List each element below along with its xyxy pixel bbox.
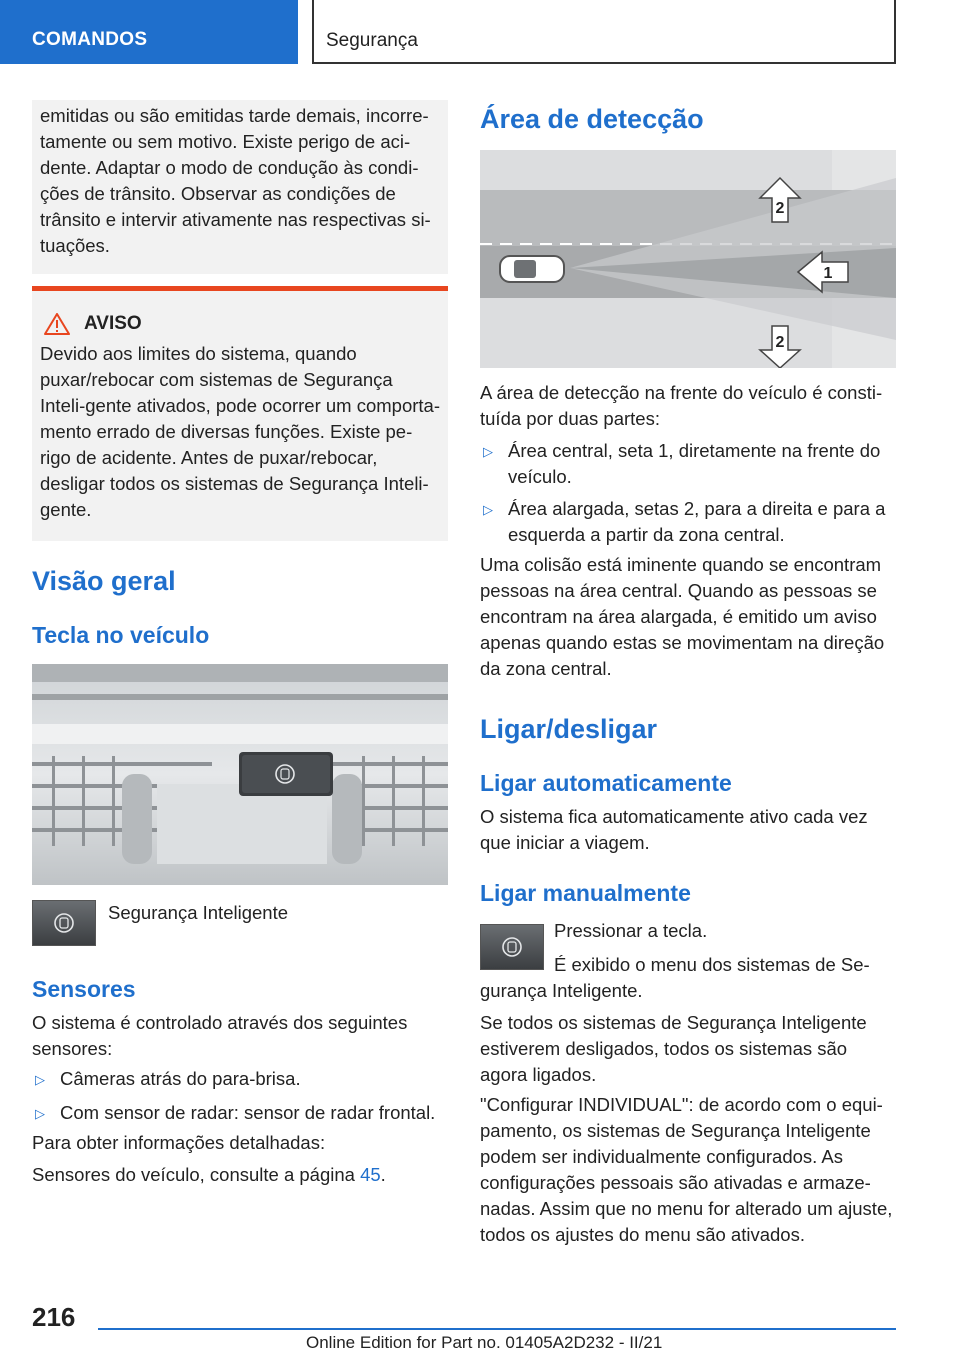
more-info-text: Para obter informações detalhadas: xyxy=(32,1132,326,1153)
arrow-2-label-top: 2 xyxy=(775,200,785,217)
bullet-triangle-icon: ▷ xyxy=(483,444,493,459)
list-item: ▷ Com sensor de radar: sensor de radar frontal. xyxy=(32,1100,448,1128)
bullet-triangle-icon: ▷ xyxy=(35,1106,45,1121)
detection-intro: A área de detecção na frente do veículo é consti-tuída por duas partes: xyxy=(480,382,883,429)
paragraph-all-off: Se todos os sistemas de Segurança Inteligente estiverem desligados, todos os sistemas são agora ligados. xyxy=(480,1012,867,1085)
sensors-list xyxy=(32,1066,448,1128)
warning-triangle-icon xyxy=(44,313,70,335)
sensors-heading: Sensores xyxy=(32,976,136,1002)
page-reference: Sensores do veículo, consulte a página 45. xyxy=(32,1164,386,1185)
overview-heading: Visão geral xyxy=(32,566,176,596)
list-item: ▷ Câmeras atrás do para-brisa. xyxy=(32,1066,448,1094)
manual-heading: Ligar manualmente xyxy=(480,880,691,906)
key-label: Segurança Inteligente xyxy=(108,902,288,923)
detection-area-heading: Área de detecção xyxy=(480,104,704,134)
dashboard-button-photo xyxy=(32,664,448,885)
collision-text: Uma colisão está iminente quando se encontram pessoas na área central. Quando as pessoas se encontram na área alargada, é emitido um aviso apenas quando estas se movimentam na direção da zona central. xyxy=(480,554,885,679)
bullet-triangle-icon: ▷ xyxy=(483,502,493,517)
manual-step-2: É exibido o menu dos sistemas de Se-gurança Inteligente. xyxy=(480,954,870,1001)
list-item: ▷ Área alargada, setas 2, para a direita e para a esquerda a partir da zona central. xyxy=(480,496,896,548)
page-link[interactable]: 45 xyxy=(360,1164,381,1185)
footer-rule xyxy=(98,1328,896,1330)
chapter-title: Segurança xyxy=(326,30,418,51)
key-heading: Tecla no veículo xyxy=(32,622,210,648)
manual-step-1: Pressionar a tecla. xyxy=(554,920,708,941)
onoff-heading: Ligar/desligar xyxy=(480,714,658,744)
detection-list xyxy=(480,438,896,548)
section-title: COMANDOS xyxy=(32,29,148,50)
section-tab xyxy=(0,0,298,64)
warning-text: Devido aos limites do sistema, quando puxar/rebocar com sistemas de Segurança Inteli-gente ativados, pode ocorrer um comporta-mento errado de diversas funções. Existe pe-rigo de acidente. Antes de puxar/rebocar, desligar todos os sistemas de Segurança Inteli-gente. xyxy=(40,343,441,520)
edition-text: Online Edition for Part no. 01405A2D232 - II/21 xyxy=(306,1333,663,1352)
continued-warning-box xyxy=(32,100,448,274)
page-number: 216 xyxy=(32,1302,76,1332)
bullet-triangle-icon: ▷ xyxy=(35,1072,45,1087)
auto-text: O sistema fica automaticamente ativo cada vez que iniciar a viagem. xyxy=(480,806,868,853)
arrow-1-label: 1 xyxy=(823,265,833,282)
detection-area-diagram xyxy=(480,150,896,368)
list-item: ▷ Área central, seta 1, diretamente na frente do veículo. xyxy=(480,438,896,490)
continued-text: emitidas ou são emitidas tarde demais, incorre-tamente ou sem motivo. Existe perigo de aci-dente. Adaptar o modo de condução às condi-ções de trânsito. Observar as condições de trânsito e intervir ativamente nas respectivas si-tuações. xyxy=(40,105,431,256)
sensors-intro: O sistema é controlado através dos seguintes sensores: xyxy=(32,1012,408,1059)
warning-title: AVISO xyxy=(84,313,142,334)
intelligent-safety-button-icon xyxy=(32,900,96,946)
warning-box xyxy=(32,286,448,541)
paragraph-individual: "Configurar INDIVIDUAL": de acordo com o equi-pamento, os sistemas de Segurança Inteligente podem ser individualmente configurados. As configurações pessoais são ativadas e armaze-nadas. Assim que no menu for alterado um ajuste, todos os ajustes do menu são ativados. xyxy=(480,1094,893,1245)
auto-heading: Ligar automaticamente xyxy=(480,770,732,796)
arrow-2-label-bottom: 2 xyxy=(775,334,785,351)
chapter-tab xyxy=(312,0,896,64)
key-row xyxy=(32,900,448,946)
